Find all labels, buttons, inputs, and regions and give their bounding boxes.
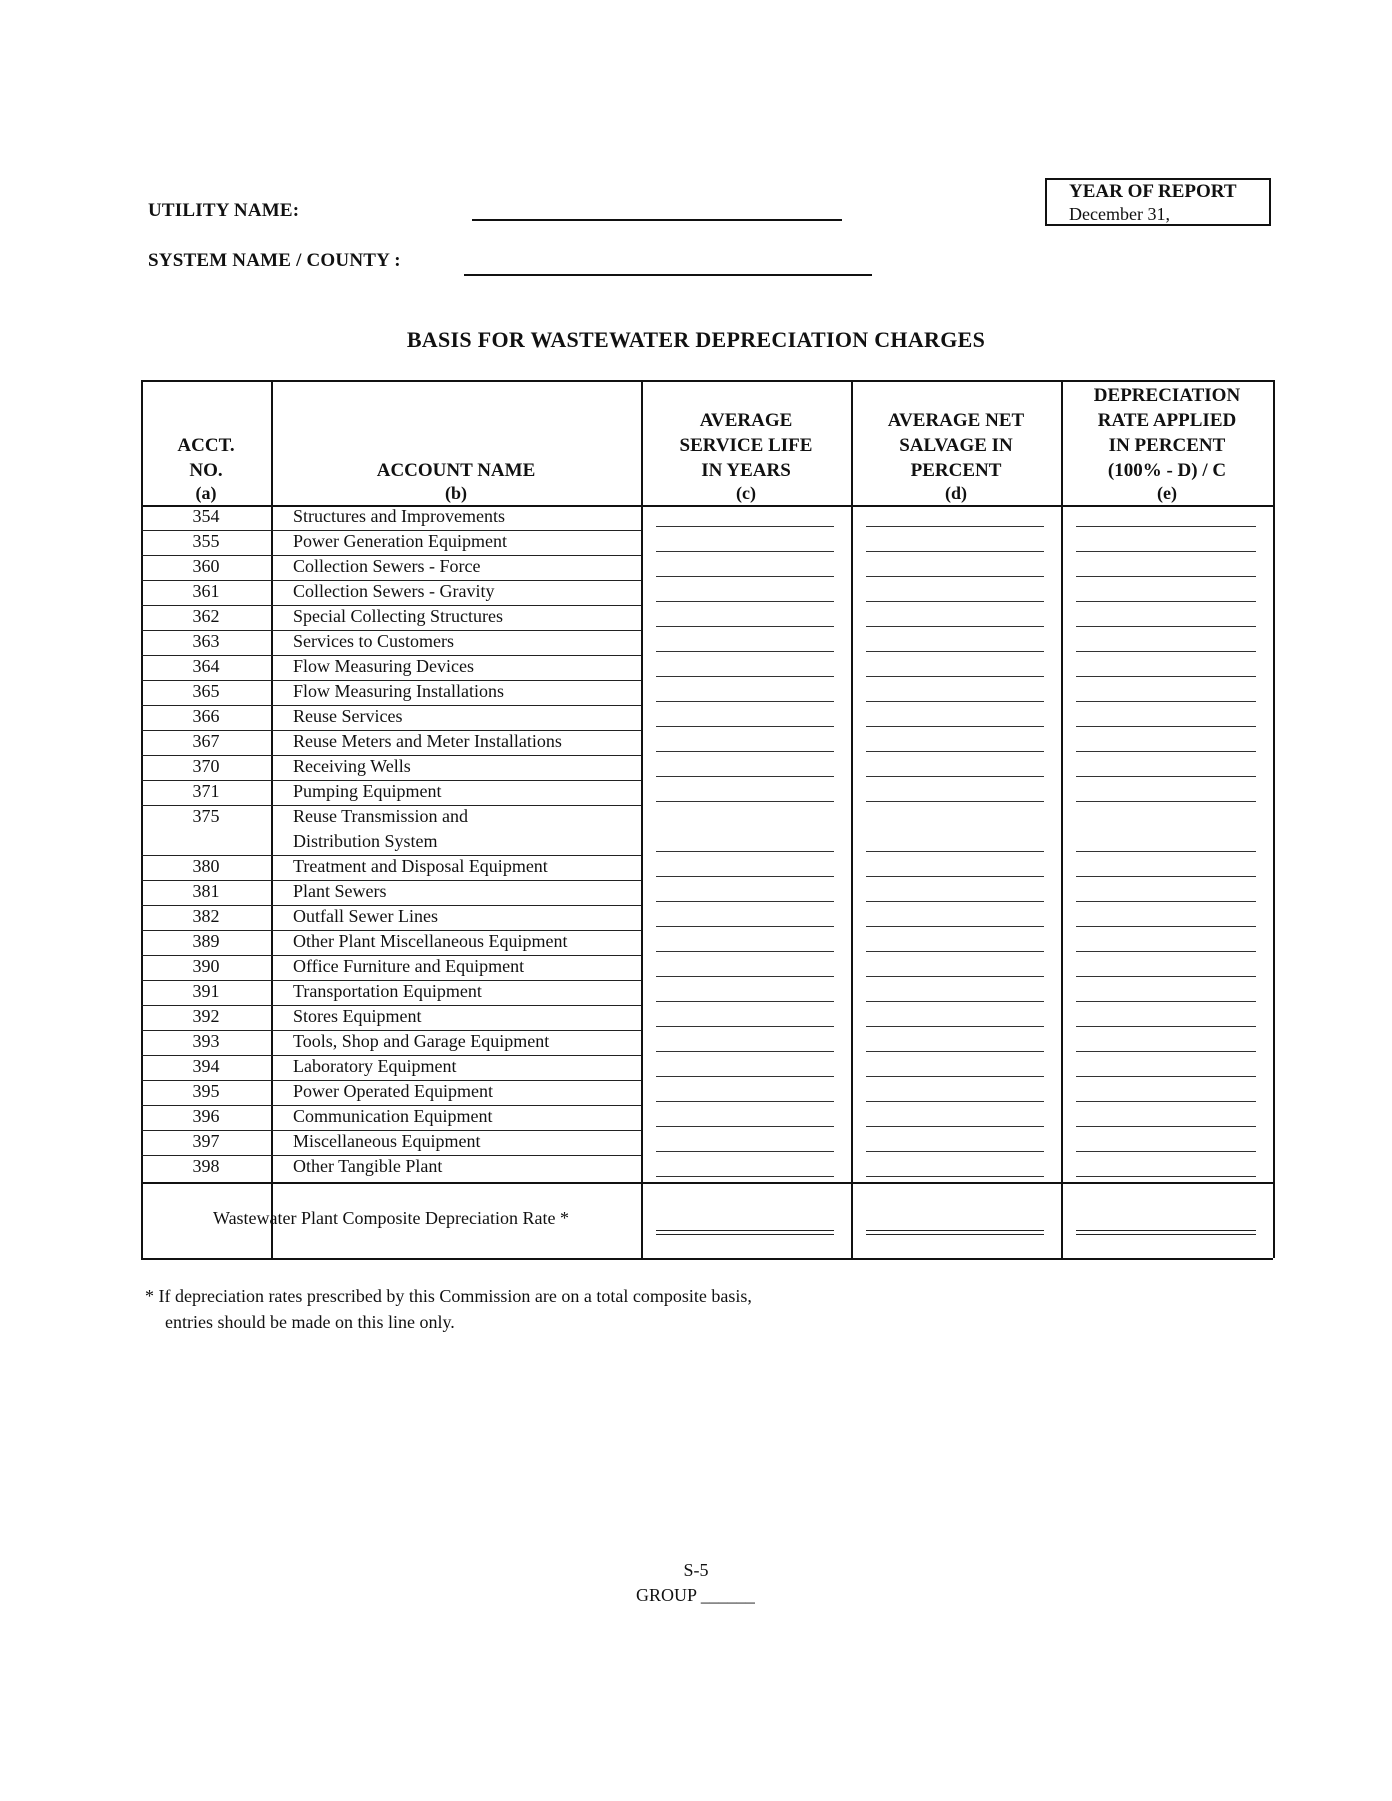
- account-name: Reuse Meters and Meter Installations: [293, 731, 562, 751]
- entry-line-e[interactable]: [1076, 551, 1256, 552]
- account-name: Distribution System: [293, 831, 438, 851]
- column-letter-c: (c): [736, 483, 756, 503]
- utility-name-field[interactable]: [472, 219, 842, 221]
- entry-line-d[interactable]: [866, 576, 1044, 577]
- entry-line-e[interactable]: [1076, 876, 1256, 877]
- entry-line-d[interactable]: [866, 1076, 1044, 1077]
- entry-line-d[interactable]: [866, 1126, 1044, 1127]
- account-name: Power Generation Equipment: [293, 531, 507, 551]
- column-letter-d: (d): [945, 483, 967, 503]
- account-name: Services to Customers: [293, 631, 454, 651]
- account-name: Plant Sewers: [293, 881, 387, 901]
- account-number: 398: [192, 1156, 220, 1176]
- account-number: 364: [192, 656, 220, 676]
- entry-line-d[interactable]: [866, 1026, 1044, 1027]
- entry-line-c[interactable]: [656, 851, 834, 852]
- entry-line-e[interactable]: [1076, 526, 1256, 527]
- entry-line-d[interactable]: [866, 926, 1044, 927]
- entry-line-c[interactable]: [656, 976, 834, 977]
- account-number: 382: [192, 906, 220, 926]
- account-number: 354: [192, 506, 220, 526]
- entry-line-d[interactable]: [866, 701, 1044, 702]
- account-number: 355: [192, 531, 220, 551]
- account-name: Collection Sewers - Force: [293, 556, 481, 576]
- column-header-c: AVERAGE: [699, 410, 793, 431]
- table-bottom-border: [141, 1258, 1273, 1260]
- entry-line-e[interactable]: [1076, 601, 1256, 602]
- account-name: Communication Equipment: [293, 1106, 493, 1126]
- account-name: Other Plant Miscellaneous Equipment: [293, 931, 568, 951]
- table-column-line: [851, 380, 853, 1258]
- group-label[interactable]: GROUP ______: [636, 1585, 755, 1605]
- entry-line-e[interactable]: [1076, 1051, 1256, 1052]
- entry-line-c[interactable]: [656, 876, 834, 877]
- entry-line-d[interactable]: [866, 1051, 1044, 1052]
- entry-line-e[interactable]: [1076, 801, 1256, 802]
- column-header-e: IN PERCENT: [1108, 435, 1226, 456]
- entry-line-e[interactable]: [1076, 1126, 1256, 1127]
- table-column-line: [1061, 380, 1063, 1258]
- entry-line-d[interactable]: [866, 1001, 1044, 1002]
- account-number: 365: [192, 681, 220, 701]
- entry-line-e[interactable]: [1076, 626, 1256, 627]
- entry-line-e[interactable]: [1076, 701, 1256, 702]
- account-name: Miscellaneous Equipment: [293, 1131, 481, 1151]
- entry-line-e[interactable]: [1076, 1076, 1256, 1077]
- account-name: Office Furniture and Equipment: [293, 956, 525, 976]
- account-number: 394: [192, 1056, 220, 1076]
- table-body-bottom-rule: [141, 1182, 1273, 1184]
- entry-line-d[interactable]: [866, 601, 1044, 602]
- account-number: 370: [192, 756, 220, 776]
- account-name: Collection Sewers - Gravity: [293, 581, 495, 601]
- account-number: 380: [192, 856, 220, 876]
- entry-line-d[interactable]: [866, 951, 1044, 952]
- entry-line-c[interactable]: [656, 1001, 834, 1002]
- account-name: Reuse Transmission and: [293, 806, 469, 826]
- entry-line-c[interactable]: [656, 1101, 834, 1102]
- account-number: 393: [192, 1031, 220, 1051]
- column-header-c: SERVICE LIFE: [679, 435, 813, 456]
- entry-line-e[interactable]: [1076, 851, 1256, 852]
- entry-line-c[interactable]: [656, 776, 834, 777]
- entry-line-e[interactable]: [1076, 676, 1256, 677]
- account-name: Receiving Wells: [293, 756, 411, 776]
- account-number: 395: [192, 1081, 220, 1101]
- entry-line-d[interactable]: [866, 751, 1044, 752]
- account-name: Treatment and Disposal Equipment: [293, 856, 548, 876]
- entry-line-c[interactable]: [656, 1126, 834, 1127]
- entry-line-c[interactable]: [656, 1176, 834, 1177]
- entry-line-c[interactable]: [656, 626, 834, 627]
- account-number: 367: [192, 731, 220, 751]
- account-number: 392: [192, 1006, 220, 1026]
- account-name: Laboratory Equipment: [293, 1056, 457, 1076]
- entry-line-d[interactable]: [866, 1101, 1044, 1102]
- utility-name-label: UTILITY NAME:: [148, 200, 300, 221]
- entry-line-c[interactable]: [656, 901, 834, 902]
- column-header-a: NO.: [189, 460, 223, 481]
- account-name: Pumping Equipment: [293, 781, 442, 801]
- entry-line-e[interactable]: [1076, 651, 1256, 652]
- entry-line-e[interactable]: [1076, 576, 1256, 577]
- account-number: 391: [192, 981, 220, 1001]
- table-column-line: [271, 380, 273, 1258]
- system-name-label: SYSTEM NAME / COUNTY :: [148, 250, 401, 271]
- column-letter-e: (e): [1157, 483, 1177, 503]
- entry-line-c[interactable]: [656, 1051, 834, 1052]
- column-letter-a: (a): [195, 483, 217, 503]
- account-number: 389: [192, 931, 220, 951]
- entry-line-c[interactable]: [656, 576, 834, 577]
- table-column-line: [641, 380, 643, 1258]
- entry-line-c[interactable]: [656, 551, 834, 552]
- entry-line-d[interactable]: [866, 651, 1044, 652]
- account-name: Reuse Services: [293, 706, 403, 726]
- column-header-d: SALVAGE IN: [899, 435, 1013, 456]
- entry-line-c[interactable]: [656, 651, 834, 652]
- composite-entry-line-e[interactable]: [1076, 1230, 1256, 1235]
- entry-line-c[interactable]: [656, 926, 834, 927]
- entry-line-e[interactable]: [1076, 1151, 1256, 1152]
- page-title: BASIS FOR WASTEWATER DEPRECIATION CHARGES: [406, 327, 986, 352]
- entry-line-d[interactable]: [866, 726, 1044, 727]
- entry-line-d[interactable]: [866, 901, 1044, 902]
- column-header-a: ACCT.: [177, 435, 235, 456]
- depreciation-table: [141, 380, 1273, 1260]
- account-name: Flow Measuring Installations: [293, 681, 504, 701]
- entry-line-c[interactable]: [656, 751, 834, 752]
- account-number: 397: [192, 1131, 220, 1151]
- entry-line-d[interactable]: [866, 976, 1044, 977]
- account-name: Structures and Improvements: [293, 506, 505, 526]
- entry-line-d[interactable]: [866, 676, 1044, 677]
- entry-line-d[interactable]: [866, 626, 1044, 627]
- entry-line-e[interactable]: [1076, 926, 1256, 927]
- column-header-e: DEPRECIATION: [1093, 385, 1241, 406]
- year-of-report-title: YEAR OF REPORT: [1069, 181, 1237, 202]
- entry-line-c[interactable]: [656, 1076, 834, 1077]
- entry-line-d[interactable]: [866, 1151, 1044, 1152]
- year-of-report-date[interactable]: December 31,: [1069, 204, 1170, 224]
- entry-line-c[interactable]: [656, 951, 834, 952]
- account-name: Outfall Sewer Lines: [293, 906, 438, 926]
- column-header-e: RATE APPLIED: [1097, 410, 1237, 431]
- entry-line-e[interactable]: [1076, 726, 1256, 727]
- entry-line-c[interactable]: [656, 676, 834, 677]
- entry-line-d[interactable]: [866, 526, 1044, 527]
- system-name-field[interactable]: [464, 274, 872, 276]
- entry-line-e[interactable]: [1076, 1026, 1256, 1027]
- column-header-d: PERCENT: [910, 460, 1002, 481]
- entry-line-e[interactable]: [1076, 951, 1256, 952]
- entry-line-d[interactable]: [866, 1176, 1044, 1177]
- entry-line-d[interactable]: [866, 551, 1044, 552]
- account-name: Flow Measuring Devices: [293, 656, 474, 676]
- table-top-border: [141, 380, 1273, 382]
- entry-line-e[interactable]: [1076, 751, 1256, 752]
- account-name: Stores Equipment: [293, 1006, 422, 1026]
- column-header-e: (100% - D) / C: [1107, 460, 1227, 481]
- column-header-d: AVERAGE NET: [887, 410, 1025, 431]
- account-number: 390: [192, 956, 220, 976]
- entry-line-c[interactable]: [656, 601, 834, 602]
- table-column-line: [1273, 380, 1275, 1258]
- account-number: 396: [192, 1106, 220, 1126]
- composite-entry-line-d[interactable]: [866, 1230, 1044, 1235]
- account-number: 366: [192, 706, 220, 726]
- composite-rate-label: Wastewater Plant Composite Depreciation Rate *: [213, 1208, 569, 1228]
- entry-line-c[interactable]: [656, 701, 834, 702]
- entry-line-c[interactable]: [656, 801, 834, 802]
- footnote-line-2: entries should be made on this line only.: [165, 1312, 455, 1332]
- account-number: 371: [192, 781, 220, 801]
- entry-line-c[interactable]: [656, 726, 834, 727]
- account-number: 375: [192, 806, 220, 826]
- page-code: S-5: [683, 1560, 709, 1580]
- entry-line-d[interactable]: [866, 876, 1044, 877]
- year-of-report-box: [1045, 178, 1271, 226]
- entry-line-e[interactable]: [1076, 776, 1256, 777]
- account-name: Transportation Equipment: [293, 981, 482, 1001]
- entry-line-c[interactable]: [656, 526, 834, 527]
- column-header-c: IN YEARS: [701, 460, 791, 481]
- entry-line-d[interactable]: [866, 851, 1044, 852]
- account-number: 363: [192, 631, 220, 651]
- account-name: Other Tangible Plant: [293, 1156, 443, 1176]
- footnote-line-1: * If depreciation rates prescribed by this Commission are on a total composite basis,: [145, 1286, 752, 1306]
- account-name: Power Operated Equipment: [293, 1081, 493, 1101]
- entry-line-e[interactable]: [1076, 1001, 1256, 1002]
- account-number: 381: [192, 881, 220, 901]
- composite-entry-line-c[interactable]: [656, 1230, 834, 1235]
- entry-line-d[interactable]: [866, 776, 1044, 777]
- column-header-b: ACCOUNT NAME: [376, 460, 536, 481]
- account-name: Special Collecting Structures: [293, 606, 503, 626]
- entry-line-e[interactable]: [1076, 1176, 1256, 1177]
- column-letter-b: (b): [445, 483, 467, 503]
- entry-line-c[interactable]: [656, 1151, 834, 1152]
- account-number: 360: [192, 556, 220, 576]
- entry-line-c[interactable]: [656, 1026, 834, 1027]
- account-name: Tools, Shop and Garage Equipment: [293, 1031, 550, 1051]
- entry-line-d[interactable]: [866, 801, 1044, 802]
- account-number: 361: [192, 581, 220, 601]
- footnote: [145, 1283, 752, 1335]
- entry-line-e[interactable]: [1076, 901, 1256, 902]
- account-number: 362: [192, 606, 220, 626]
- entry-line-e[interactable]: [1076, 1101, 1256, 1102]
- entry-line-e[interactable]: [1076, 976, 1256, 977]
